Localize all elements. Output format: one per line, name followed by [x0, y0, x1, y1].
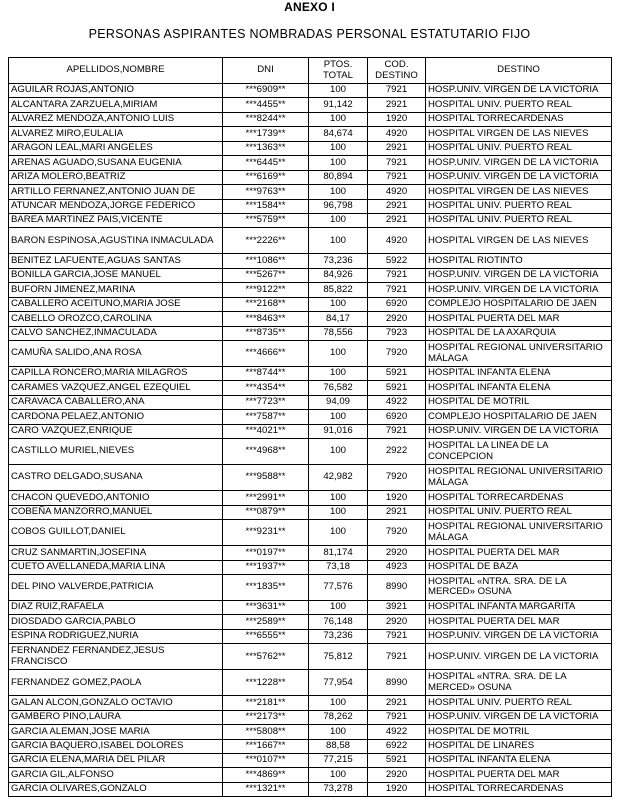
points-cell: 100 — [309, 410, 368, 424]
points-cell: 100 — [309, 213, 368, 227]
applicant-name-cell: BUFORN JIMENEZ,MARINA — [9, 283, 223, 297]
applicant-name-cell: ALCANTARA ZARZUELA,MIRIAM — [9, 98, 223, 112]
dni-cell: ***4666** — [223, 341, 309, 367]
points-cell: 77,215 — [309, 754, 368, 768]
destination-cell: HOSPITAL INFANTA ELENA — [426, 754, 612, 768]
destination-cell: HOSPITAL INFANTA MARGARITA — [426, 600, 612, 614]
applicant-name-cell: CARDONA PELAEZ,ANTONIO — [9, 410, 223, 424]
table-row — [9, 112, 612, 126]
dni-cell: ***1086** — [223, 254, 309, 268]
destination-cell: HOSPITAL PUERTA DEL MAR — [426, 768, 612, 782]
points-cell: 100 — [309, 112, 368, 126]
points-cell: 84,17 — [309, 312, 368, 326]
applicant-name-cell: CABALLERO ACEITUNO,MARIA JOSE — [9, 297, 223, 311]
table-body — [9, 84, 612, 797]
points-cell: 100 — [309, 185, 368, 199]
destination-code-cell: 7921 — [368, 283, 426, 297]
destination-code-cell: 1920 — [368, 112, 426, 126]
destination-cell: HOSPITAL REGIONAL UNIVERSITARIO MÁLAGA — [426, 465, 612, 491]
points-cell: 77,576 — [309, 574, 368, 600]
destination-code-cell: 4922 — [368, 395, 426, 409]
points-cell: 78,262 — [309, 710, 368, 724]
dni-cell: ***0879** — [223, 505, 309, 519]
table-row — [9, 141, 612, 155]
column-header-code-line1: COD. — [384, 59, 409, 70]
applicant-name-cell: DIOSDADO GARCIA,PABLO — [9, 615, 223, 629]
table-row — [9, 185, 612, 199]
applicant-name-cell: ARAGON LEAL,MARI ANGELES — [9, 141, 223, 155]
dni-cell: ***9763** — [223, 185, 309, 199]
column-header-name: APELLIDOS,NOMBRE — [9, 58, 223, 84]
dni-cell: ***1584** — [223, 199, 309, 213]
destination-cell: HOSPITAL UNIV. PUERTO REAL — [426, 199, 612, 213]
applicant-name-cell: BONILLA GARCIA,JOSE MANUEL — [9, 268, 223, 282]
points-cell: 78,556 — [309, 326, 368, 340]
destination-code-cell: 2920 — [368, 312, 426, 326]
table-row — [9, 560, 612, 574]
dni-cell: ***6909** — [223, 84, 309, 98]
points-cell: 100 — [309, 341, 368, 367]
points-cell: 100 — [309, 141, 368, 155]
destination-cell: HOSPITAL PUERTA DEL MAR — [426, 615, 612, 629]
points-cell: 100 — [309, 600, 368, 614]
destination-code-cell: 2920 — [368, 546, 426, 560]
destination-code-cell: 2920 — [368, 768, 426, 782]
dni-cell: ***1363** — [223, 141, 309, 155]
destination-cell: HOSPITAL VIRGEN DE LAS NIEVES — [426, 185, 612, 199]
table-row — [9, 341, 612, 367]
table-row — [9, 283, 612, 297]
points-cell: 77,954 — [309, 670, 368, 696]
points-cell: 100 — [309, 696, 368, 710]
dni-cell: ***3631** — [223, 600, 309, 614]
destination-code-cell: 4923 — [368, 560, 426, 574]
destination-cell: HOSPITAL LA LINEA DE LA CONCEPCION — [426, 439, 612, 465]
destination-code-cell: 7921 — [368, 629, 426, 643]
table-row — [9, 629, 612, 643]
applicant-name-cell: GARCIA GIL,ALFONSO — [9, 768, 223, 782]
points-cell: 96,798 — [309, 199, 368, 213]
destination-cell: HOSPITAL DE LA AXARQUIA — [426, 326, 612, 340]
points-cell: 73,18 — [309, 560, 368, 574]
applicant-name-cell: CALVO SANCHEZ,INMACULADA — [9, 326, 223, 340]
points-cell: 88,58 — [309, 739, 368, 753]
destination-code-cell: 4922 — [368, 725, 426, 739]
destination-cell: HOSP.UNIV. VIRGEN DE LA VICTORIA — [426, 283, 612, 297]
table-row — [9, 170, 612, 184]
column-header-points — [309, 58, 368, 84]
applicant-name-cell: CASTILLO MURIEL,NIEVES — [9, 439, 223, 465]
points-cell: 84,926 — [309, 268, 368, 282]
destination-code-cell: 6922 — [368, 739, 426, 753]
table-row — [9, 768, 612, 782]
points-cell: 73,236 — [309, 629, 368, 643]
destination-code-cell: 7921 — [368, 84, 426, 98]
dni-cell: ***8735** — [223, 326, 309, 340]
destination-cell: HOSPITAL INFANTA ELENA — [426, 381, 612, 395]
applicant-name-cell: CARAVACA CABALLERO,ANA — [9, 395, 223, 409]
destination-code-cell: 2922 — [368, 439, 426, 465]
points-cell: 100 — [309, 297, 368, 311]
dni-cell: ***1228** — [223, 670, 309, 696]
destination-code-cell: 2920 — [368, 615, 426, 629]
dni-cell: ***5762** — [223, 644, 309, 670]
table-row — [9, 491, 612, 505]
table-row — [9, 312, 612, 326]
column-header-points-line2: TOTAL — [322, 69, 354, 81]
table-row — [9, 615, 612, 629]
destination-cell: HOSPITAL «NTRA. SRA. DE LA MERCED» OSUNA — [426, 670, 612, 696]
destination-cell: HOSPITAL VIRGEN DE LAS NIEVES — [426, 228, 612, 254]
applicant-name-cell: DIAZ RUIZ,RAFAELA — [9, 600, 223, 614]
destination-cell: HOSP.UNIV. VIRGEN DE LA VICTORIA — [426, 268, 612, 282]
applicant-name-cell: DEL PINO VALVERDE,PATRICIA — [9, 574, 223, 600]
dni-cell: ***8244** — [223, 112, 309, 126]
dni-cell: ***4455** — [223, 98, 309, 112]
points-cell: 100 — [309, 768, 368, 782]
table-row — [9, 367, 612, 381]
table-row — [9, 381, 612, 395]
destination-cell: HOSP.UNIV. VIRGEN DE LA VICTORIA — [426, 170, 612, 184]
destination-cell: HOSPITAL DE MOTRIL — [426, 395, 612, 409]
points-cell: 100 — [309, 491, 368, 505]
dni-cell: ***9588** — [223, 465, 309, 491]
destination-code-cell: 7921 — [368, 156, 426, 170]
destination-cell: HOSP.UNIV. VIRGEN DE LA VICTORIA — [426, 644, 612, 670]
dni-cell: ***2991** — [223, 491, 309, 505]
applicant-name-cell: GARCIA ALEMAN,JOSE MARIA — [9, 725, 223, 739]
destination-code-cell: 1920 — [368, 782, 426, 796]
table-row — [9, 424, 612, 438]
dni-cell: ***4021** — [223, 424, 309, 438]
destination-code-cell: 3921 — [368, 600, 426, 614]
applicant-name-cell: CAPILLA RONCERO,MARIA MILAGROS — [9, 367, 223, 381]
destination-cell: HOSPITAL VIRGEN DE LAS NIEVES — [426, 127, 612, 141]
applicant-name-cell: CASTRO DELGADO,SUSANA — [9, 465, 223, 491]
points-cell: 73,278 — [309, 782, 368, 796]
column-header-destination: DESTINO — [426, 58, 612, 84]
table-row — [9, 254, 612, 268]
points-cell: 100 — [309, 520, 368, 546]
applicant-name-cell: GALAN ALCON,GONZALO OCTAVIO — [9, 696, 223, 710]
applicant-name-cell: AGUILAR ROJAS,ANTONIO — [9, 84, 223, 98]
appointees-table — [8, 57, 612, 797]
dni-cell: ***7587** — [223, 410, 309, 424]
destination-cell: HOSPITAL UNIV. PUERTO REAL — [426, 98, 612, 112]
table-row — [9, 410, 612, 424]
applicant-name-cell: BENITEZ LAFUENTE,AGUAS SANTAS — [9, 254, 223, 268]
dni-cell: ***6445** — [223, 156, 309, 170]
applicant-name-cell: CUETO AVELLANEDA,MARIA LINA — [9, 560, 223, 574]
destination-cell: HOSPITAL UNIV. PUERTO REAL — [426, 141, 612, 155]
dni-cell: ***2168** — [223, 297, 309, 311]
applicant-name-cell: FERNANDEZ GOMEZ,PAOLA — [9, 670, 223, 696]
dni-cell: ***1835** — [223, 574, 309, 600]
destination-code-cell: 2921 — [368, 98, 426, 112]
destination-code-cell: 8990 — [368, 574, 426, 600]
points-cell: 100 — [309, 725, 368, 739]
table-row — [9, 156, 612, 170]
table-row — [9, 754, 612, 768]
destination-cell: HOSPITAL TORRECARDENAS — [426, 491, 612, 505]
document-title: PERSONAS ASPIRANTES NOMBRADAS PERSONAL ESTATUTARIO FIJO — [88, 27, 531, 41]
destination-code-cell: 7921 — [368, 644, 426, 670]
destination-cell: HOSPITAL DE LINARES — [426, 739, 612, 753]
applicant-name-cell: GAMBERO PINO,LAURA — [9, 710, 223, 724]
table-row — [9, 782, 612, 796]
applicant-name-cell: ATUNCAR MENDOZA,JORGE FEDERICO — [9, 199, 223, 213]
points-cell: 81,174 — [309, 546, 368, 560]
destination-cell: HOSPITAL INFANTA ELENA — [426, 367, 612, 381]
table-row — [9, 84, 612, 98]
destination-code-cell: 8990 — [368, 670, 426, 696]
destination-code-cell: 7921 — [368, 268, 426, 282]
dni-cell: ***4869** — [223, 768, 309, 782]
table-row — [9, 228, 612, 254]
column-header-points-line1: PTOS. — [323, 59, 353, 70]
points-cell: 91,016 — [309, 424, 368, 438]
applicant-name-cell: GARCIA ELENA,MARIA DEL PILAR — [9, 754, 223, 768]
destination-cell: COMPLEJO HOSPITALARIO DE JAEN — [426, 410, 612, 424]
destination-cell: HOSP.UNIV. VIRGEN DE LA VICTORIA — [426, 156, 612, 170]
applicant-name-cell: ARIZA MOLERO,BEATRIZ — [9, 170, 223, 184]
applicant-name-cell: CARAMES VAZQUEZ,ANGEL EZEQUIEL — [9, 381, 223, 395]
points-cell: 100 — [309, 84, 368, 98]
destination-cell: HOSP.UNIV. VIRGEN DE LA VICTORIA — [426, 84, 612, 98]
table-row — [9, 600, 612, 614]
dni-cell: ***8463** — [223, 312, 309, 326]
destination-code-cell: 2921 — [368, 141, 426, 155]
table-row — [9, 696, 612, 710]
destination-code-cell: 2921 — [368, 199, 426, 213]
annex-title: ANEXO I — [284, 0, 335, 14]
points-cell: 100 — [309, 505, 368, 519]
points-cell: 85,822 — [309, 283, 368, 297]
dni-cell: ***2589** — [223, 615, 309, 629]
destination-code-cell: 4920 — [368, 185, 426, 199]
table-row — [9, 213, 612, 227]
table-row — [9, 710, 612, 724]
applicant-name-cell: GARCIA OLIVARES,GONZALO — [9, 782, 223, 796]
destination-cell: HOSPITAL DE BAZA — [426, 560, 612, 574]
dni-cell: ***2226** — [223, 228, 309, 254]
table-row — [9, 439, 612, 465]
destination-cell: HOSPITAL RIOTINTO — [426, 254, 612, 268]
table-row — [9, 725, 612, 739]
destination-code-cell: 1920 — [368, 491, 426, 505]
dni-cell: ***1937** — [223, 560, 309, 574]
destination-code-cell: 7921 — [368, 170, 426, 184]
table-row — [9, 505, 612, 519]
applicant-name-cell: CARO VAZQUEZ,ENRIQUE — [9, 424, 223, 438]
dni-cell: ***5759** — [223, 213, 309, 227]
table-row — [9, 465, 612, 491]
applicant-name-cell: CRUZ SANMARTIN,JOSEFINA — [9, 546, 223, 560]
points-cell: 80,894 — [309, 170, 368, 184]
points-cell: 76,582 — [309, 381, 368, 395]
destination-cell: HOSPITAL PUERTA DEL MAR — [426, 546, 612, 560]
applicant-name-cell: ARTILLO FERNANEZ,ANTONIO JUAN DE — [9, 185, 223, 199]
destination-cell: HOSPITAL REGIONAL UNIVERSITARIO MÁLAGA — [426, 341, 612, 367]
dni-cell: ***6555** — [223, 629, 309, 643]
destination-cell: HOSPITAL DE MOTRIL — [426, 725, 612, 739]
dni-cell: ***7723** — [223, 395, 309, 409]
table-row — [9, 546, 612, 560]
table-row — [9, 326, 612, 340]
destination-code-cell: 5921 — [368, 381, 426, 395]
table-row — [9, 268, 612, 282]
destination-cell: HOSPITAL PUERTA DEL MAR — [426, 312, 612, 326]
applicant-name-cell: CHACON QUEVEDO,ANTONIO — [9, 491, 223, 505]
table-row — [9, 574, 612, 600]
applicant-name-cell: BARON ESPINOSA,AGUSTINA INMACULADA — [9, 228, 223, 254]
applicant-name-cell: COBEÑA MANZORRO,MANUEL — [9, 505, 223, 519]
destination-cell: HOSPITAL UNIV. PUERTO REAL — [426, 213, 612, 227]
destination-code-cell: 7921 — [368, 424, 426, 438]
destination-code-cell: 7921 — [368, 710, 426, 724]
dni-cell: ***5808** — [223, 725, 309, 739]
destination-code-cell: 2921 — [368, 505, 426, 519]
destination-cell: HOSP.UNIV. VIRGEN DE LA VICTORIA — [426, 710, 612, 724]
points-cell: 76,148 — [309, 615, 368, 629]
destination-cell: COMPLEJO HOSPITALARIO DE JAEN — [426, 297, 612, 311]
destination-cell: HOSPITAL TORRECARDENAS — [426, 782, 612, 796]
dni-cell: ***4354** — [223, 381, 309, 395]
destination-cell: HOSPITAL «NTRA. SRA. DE LA MERCED» OSUNA — [426, 574, 612, 600]
applicant-name-cell: ESPINA RODRIGUEZ,NURIA — [9, 629, 223, 643]
dni-cell: ***6169** — [223, 170, 309, 184]
destination-code-cell: 7923 — [368, 326, 426, 340]
applicant-name-cell: COBOS GUILLOT,DANIEL — [9, 520, 223, 546]
table-row — [9, 670, 612, 696]
dni-cell: ***2181** — [223, 696, 309, 710]
column-header-code-line2: DESTINO — [375, 69, 418, 81]
points-cell: 91,142 — [309, 98, 368, 112]
points-cell: 100 — [309, 439, 368, 465]
dni-cell: ***9231** — [223, 520, 309, 546]
table-row — [9, 297, 612, 311]
destination-cell: HOSP.UNIV. VIRGEN DE LA VICTORIA — [426, 424, 612, 438]
dni-cell: ***0107** — [223, 754, 309, 768]
table-row — [9, 395, 612, 409]
dni-cell: ***5267** — [223, 268, 309, 282]
destination-code-cell: 2921 — [368, 696, 426, 710]
points-cell: 100 — [309, 156, 368, 170]
column-header-code — [368, 58, 426, 84]
dni-cell: ***2173** — [223, 710, 309, 724]
destination-code-cell: 6920 — [368, 410, 426, 424]
points-cell: 42,982 — [309, 465, 368, 491]
table-row — [9, 520, 612, 546]
destination-code-cell: 4920 — [368, 228, 426, 254]
dni-cell: ***8744** — [223, 367, 309, 381]
points-cell: 84,674 — [309, 127, 368, 141]
dni-cell: ***4968** — [223, 439, 309, 465]
column-header-dni: DNI — [223, 58, 309, 84]
destination-cell: HOSP.UNIV. VIRGEN DE LA VICTORIA — [426, 629, 612, 643]
destination-code-cell: 4920 — [368, 127, 426, 141]
destination-code-cell: 6920 — [368, 297, 426, 311]
destination-cell: HOSPITAL TORRECARDENAS — [426, 112, 612, 126]
destination-code-cell: 7920 — [368, 341, 426, 367]
destination-code-cell: 7920 — [368, 465, 426, 491]
dni-cell: ***0197** — [223, 546, 309, 560]
destination-code-cell: 5922 — [368, 254, 426, 268]
table-header-row — [9, 58, 612, 84]
destination-cell: HOSPITAL REGIONAL UNIVERSITARIO MÁLAGA — [426, 520, 612, 546]
points-cell: 75,812 — [309, 644, 368, 670]
applicant-name-cell: FERNANDEZ FERNANDEZ,JESUS FRANCISCO — [9, 644, 223, 670]
applicant-name-cell: ARENAS AGUADO,SUSANA EUGENIA — [9, 156, 223, 170]
table-row — [9, 199, 612, 213]
points-cell: 73,236 — [309, 254, 368, 268]
applicant-name-cell: CABELLO OROZCO,CAROLINA — [9, 312, 223, 326]
applicant-name-cell: ALVAREZ MIRO,EULALIA — [9, 127, 223, 141]
table-row — [9, 644, 612, 670]
points-cell: 94,09 — [309, 395, 368, 409]
dni-cell: ***1667** — [223, 739, 309, 753]
table-row — [9, 127, 612, 141]
applicant-name-cell: GARCIA BAQUERO,ISABEL DOLORES — [9, 739, 223, 753]
points-cell: 100 — [309, 228, 368, 254]
destination-cell: HOSPITAL UNIV. PUERTO REAL — [426, 505, 612, 519]
dni-cell: ***1321** — [223, 782, 309, 796]
dni-cell: ***1739** — [223, 127, 309, 141]
destination-cell: HOSPITAL UNIV. PUERTO REAL — [426, 696, 612, 710]
applicant-name-cell: ALVAREZ MENDOZA,ANTONIO LUIS — [9, 112, 223, 126]
table-row — [9, 98, 612, 112]
destination-code-cell: 2921 — [368, 213, 426, 227]
destination-code-cell: 5921 — [368, 367, 426, 381]
dni-cell: ***9122** — [223, 283, 309, 297]
destination-code-cell: 7920 — [368, 520, 426, 546]
points-cell: 100 — [309, 367, 368, 381]
table-row — [9, 739, 612, 753]
applicant-name-cell: BAREA MARTINEZ PAIS,VICENTE — [9, 213, 223, 227]
applicant-name-cell: CAMUÑA SALIDO,ANA ROSA — [9, 341, 223, 367]
destination-code-cell: 5921 — [368, 754, 426, 768]
